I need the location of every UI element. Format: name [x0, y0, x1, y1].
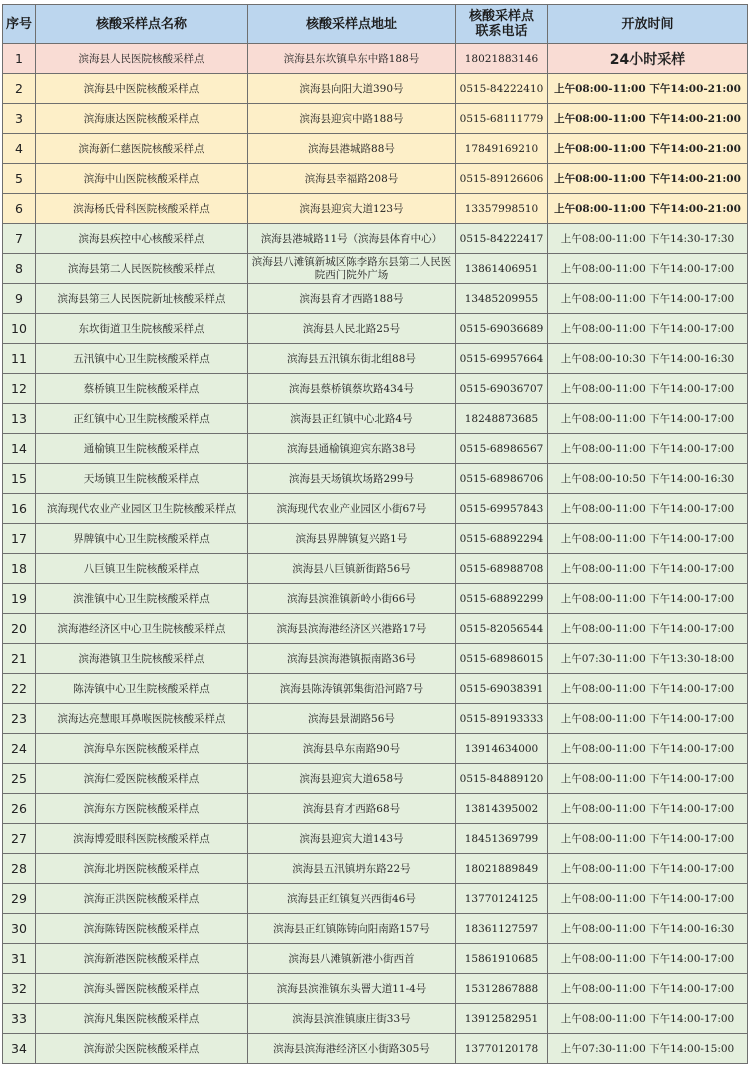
site-address: 滨海县五汛镇东街北组88号: [248, 344, 456, 374]
site-address: 滨海县港城路88号: [248, 134, 456, 164]
site-address: 滨海县港城路11号（滨海县体育中心）: [248, 224, 456, 254]
site-phone: 0515-82056544: [456, 614, 548, 644]
table-row: [3, 284, 748, 314]
row-index: 9: [3, 284, 36, 314]
site-phone: 0515-69036707: [456, 374, 548, 404]
row-index: 25: [3, 764, 36, 794]
site-name: 陈涛镇中心卫生院核酸采样点: [36, 674, 248, 704]
site-phone: 18361127597: [456, 914, 548, 944]
row-index: 33: [3, 1004, 36, 1034]
table-row: [3, 914, 748, 944]
sampling-sites-table: [2, 4, 748, 1064]
site-phone: 13357998510: [456, 194, 548, 224]
open-hours: 上午08:00-11:00 下午14:00-16:30: [548, 914, 748, 944]
site-address: 滨海县八巨镇新街路56号: [248, 554, 456, 584]
header-site-name: 核酸采样点名称: [36, 5, 248, 44]
row-index: 15: [3, 464, 36, 494]
row-index: 1: [3, 44, 36, 74]
site-name: 滨海现代农业产业园区卫生院核酸采样点: [36, 494, 248, 524]
header-open-hours: 开放时间: [548, 5, 748, 44]
row-index: 31: [3, 944, 36, 974]
site-address: 滨海县育才西路68号: [248, 794, 456, 824]
site-address: 滨海县景湖路56号: [248, 704, 456, 734]
site-name: 五汛镇中心卫生院核酸采样点: [36, 344, 248, 374]
site-address: 滨海县正红镇复兴西街46号: [248, 884, 456, 914]
site-name: 正红镇中心卫生院核酸采样点: [36, 404, 248, 434]
open-hours: 上午08:00-11:00 下午14:00-21:00: [548, 164, 748, 194]
site-address: 滨海县育才西路188号: [248, 284, 456, 314]
row-index: 5: [3, 164, 36, 194]
open-hours: 上午08:00-10:50 下午14:00-16:30: [548, 464, 748, 494]
table-row: [3, 554, 748, 584]
site-phone: 18021883146: [456, 44, 548, 74]
header-site-address: 核酸采样点地址: [248, 5, 456, 44]
site-name: 滨海头罾医院核酸采样点: [36, 974, 248, 1004]
row-index: 7: [3, 224, 36, 254]
site-phone: 15861910685: [456, 944, 548, 974]
site-address: 滨海县迎宾大道658号: [248, 764, 456, 794]
row-index: 16: [3, 494, 36, 524]
site-phone: 0515-84222410: [456, 74, 548, 104]
site-address: 滨海县八滩镇新港小街西首: [248, 944, 456, 974]
site-name: 滨淮镇中心卫生院核酸采样点: [36, 584, 248, 614]
table-row: [3, 674, 748, 704]
table-row: [3, 344, 748, 374]
site-phone: 0515-89193333: [456, 704, 548, 734]
row-index: 10: [3, 314, 36, 344]
open-hours: 上午08:00-11:00 下午14:00-17:00: [548, 404, 748, 434]
site-name: 滨海阜东医院核酸采样点: [36, 734, 248, 764]
open-hours: 上午07:30-11:00 下午13:30-18:00: [548, 644, 748, 674]
open-hours: 上午08:00-11:00 下午14:00-21:00: [548, 134, 748, 164]
open-hours: 上午08:00-11:00 下午14:00-17:00: [548, 674, 748, 704]
site-name: 滨海达亮慧眼耳鼻喉医院核酸采样点: [36, 704, 248, 734]
table-row: [3, 584, 748, 614]
site-phone: 0515-68986015: [456, 644, 548, 674]
open-hours: 上午08:00-11:00 下午14:00-17:00: [548, 854, 748, 884]
site-name: 滨海博爱眼科医院核酸采样点: [36, 824, 248, 854]
site-address: 滨海县天场镇坎场路299号: [248, 464, 456, 494]
table-row: [3, 614, 748, 644]
table-header: [3, 5, 748, 44]
site-phone: 0515-84222417: [456, 224, 548, 254]
site-address: 滨海县滨淮镇东头罾大道11-4号: [248, 974, 456, 1004]
row-index: 26: [3, 794, 36, 824]
open-hours: 上午08:00-11:00 下午14:00-21:00: [548, 194, 748, 224]
site-phone: 0515-68892299: [456, 584, 548, 614]
open-hours: 上午08:00-11:00 下午14:00-17:00: [548, 614, 748, 644]
site-phone: 0515-68986567: [456, 434, 548, 464]
row-index: 27: [3, 824, 36, 854]
open-hours: 上午08:00-11:00 下午14:00-17:00: [548, 494, 748, 524]
row-index: 20: [3, 614, 36, 644]
site-address: 滨海县迎宾中路188号: [248, 104, 456, 134]
site-address: 滨海县八滩镇新城区陈李路东县第二人民医院西门院外广场: [248, 254, 456, 284]
site-phone: 13770124125: [456, 884, 548, 914]
site-name: 滨海新仁慈医院核酸采样点: [36, 134, 248, 164]
table-row: [3, 224, 748, 254]
table-row: [3, 254, 748, 284]
row-index: 30: [3, 914, 36, 944]
site-address: 滨海县陈涛镇郭集街沿河路7号: [248, 674, 456, 704]
table-row: [3, 764, 748, 794]
open-hours: 上午08:00-11:00 下午14:00-17:00: [548, 434, 748, 464]
row-index: 28: [3, 854, 36, 884]
open-hours: 上午08:00-11:00 下午14:00-17:00: [548, 554, 748, 584]
header-contact-phone-line2: 联系电话: [475, 24, 528, 39]
row-index: 22: [3, 674, 36, 704]
open-hours: 上午08:00-11:00 下午14:00-21:00: [548, 104, 748, 134]
table-row: [3, 104, 748, 134]
table-row: [3, 884, 748, 914]
site-name: 滨海县第二人民医院核酸采样点: [36, 254, 248, 284]
site-phone: 13485209955: [456, 284, 548, 314]
table-row: [3, 794, 748, 824]
table-row: [3, 464, 748, 494]
site-phone: 0515-68988708: [456, 554, 548, 584]
site-address: 滨海县滨海港经济区兴港路17号: [248, 614, 456, 644]
open-hours: 上午08:00-11:00 下午14:00-17:00: [548, 704, 748, 734]
table-row: [3, 404, 748, 434]
site-phone: 0515-68111779: [456, 104, 548, 134]
row-index: 21: [3, 644, 36, 674]
site-phone: 15312867888: [456, 974, 548, 1004]
open-hours: 24小时采样: [548, 44, 748, 74]
row-index: 24: [3, 734, 36, 764]
row-index: 2: [3, 74, 36, 104]
site-address: 滨海现代农业产业园区小街67号: [248, 494, 456, 524]
site-address: 滨海县五汛镇坍东路22号: [248, 854, 456, 884]
header-row: [3, 5, 748, 44]
site-name: 滨海中山医院核酸采样点: [36, 164, 248, 194]
site-address: 滨海县蔡桥镇蔡坎路434号: [248, 374, 456, 404]
site-phone: 0515-69036689: [456, 314, 548, 344]
open-hours: 上午08:00-11:00 下午14:00-17:00: [548, 1004, 748, 1034]
open-hours: 上午08:00-11:00 下午14:00-17:00: [548, 824, 748, 854]
row-index: 3: [3, 104, 36, 134]
site-address: 滨海县滨海港经济区小街路305号: [248, 1034, 456, 1064]
site-name: 天场镇卫生院核酸采样点: [36, 464, 248, 494]
site-address: 滨海县阜东南路90号: [248, 734, 456, 764]
table-row: [3, 134, 748, 164]
table-row: [3, 824, 748, 854]
table-row: [3, 74, 748, 104]
site-phone: 13861406951: [456, 254, 548, 284]
open-hours: 上午07:30-11:00 下午14:00-15:00: [548, 1034, 748, 1064]
table-row: [3, 1004, 748, 1034]
table-row: [3, 644, 748, 674]
table-row: [3, 734, 748, 764]
open-hours: 上午08:00-11:00 下午14:00-17:00: [548, 944, 748, 974]
site-address: 滨海县滨淮镇康庄街33号: [248, 1004, 456, 1034]
table-body: [3, 44, 748, 1064]
open-hours: 上午08:00-11:00 下午14:00-17:00: [548, 974, 748, 1004]
row-index: 11: [3, 344, 36, 374]
site-name: 滨海东方医院核酸采样点: [36, 794, 248, 824]
site-address: 滨海县正红镇中心北路4号: [248, 404, 456, 434]
site-name: 滨海县人民医院核酸采样点: [36, 44, 248, 74]
site-phone: 0515-84889120: [456, 764, 548, 794]
site-name: 滨海县疾控中心核酸采样点: [36, 224, 248, 254]
table-row: [3, 704, 748, 734]
table-row: [3, 194, 748, 224]
site-name: 滨海正洪医院核酸采样点: [36, 884, 248, 914]
site-phone: 0515-69957664: [456, 344, 548, 374]
header-contact-phone-line1: 核酸采样点: [468, 9, 534, 24]
open-hours: 上午08:00-11:00 下午14:00-17:00: [548, 884, 748, 914]
site-address: 滨海县人民北路25号: [248, 314, 456, 344]
open-hours: 上午08:00-10:30 下午14:00-16:30: [548, 344, 748, 374]
site-phone: 0515-69038391: [456, 674, 548, 704]
open-hours: 上午08:00-11:00 下午14:00-17:00: [548, 314, 748, 344]
site-phone: 18021889849: [456, 854, 548, 884]
site-phone: 17849169210: [456, 134, 548, 164]
site-name: 蔡桥镇卫生院核酸采样点: [36, 374, 248, 404]
site-phone: 0515-89126606: [456, 164, 548, 194]
site-address: 滨海县东坎镇阜东中路188号: [248, 44, 456, 74]
site-phone: 0515-68986706: [456, 464, 548, 494]
site-address: 滨海县迎宾大道143号: [248, 824, 456, 854]
site-name: 滨海仁爱医院核酸采样点: [36, 764, 248, 794]
site-name: 滨海北坍医院核酸采样点: [36, 854, 248, 884]
open-hours: 上午08:00-11:00 下午14:00-17:00: [548, 734, 748, 764]
row-index: 34: [3, 1034, 36, 1064]
site-name: 滨海杨氏骨科医院核酸采样点: [36, 194, 248, 224]
table-row: [3, 524, 748, 554]
site-name: 滨海陈铸医院核酸采样点: [36, 914, 248, 944]
site-name: 滨海县中医院核酸采样点: [36, 74, 248, 104]
open-hours: 上午08:00-11:00 下午14:00-17:00: [548, 254, 748, 284]
open-hours: 上午08:00-11:00 下午14:00-17:00: [548, 284, 748, 314]
header-contact-phone: [456, 5, 548, 44]
site-name: 通榆镇卫生院核酸采样点: [36, 434, 248, 464]
row-index: 4: [3, 134, 36, 164]
table-row: [3, 314, 748, 344]
table-row: [3, 1034, 748, 1064]
row-index: 13: [3, 404, 36, 434]
site-address: 滨海县向阳大道390号: [248, 74, 456, 104]
row-index: 19: [3, 584, 36, 614]
site-phone: 18248873685: [456, 404, 548, 434]
site-name: 滨海港经济区中心卫生院核酸采样点: [36, 614, 248, 644]
site-phone: 13770120178: [456, 1034, 548, 1064]
site-address: 滨海县幸福路208号: [248, 164, 456, 194]
site-name: 八巨镇卫生院核酸采样点: [36, 554, 248, 584]
row-index: 29: [3, 884, 36, 914]
table-row: [3, 944, 748, 974]
site-phone: 0515-68892294: [456, 524, 548, 554]
site-name: 滨海港镇卫生院核酸采样点: [36, 644, 248, 674]
site-address: 滨海县正红镇陈铸向阳南路157号: [248, 914, 456, 944]
site-address: 滨海县滨淮镇新岭小街66号: [248, 584, 456, 614]
site-phone: 13914634000: [456, 734, 548, 764]
table-row: [3, 374, 748, 404]
site-name: 滨海凡集医院核酸采样点: [36, 1004, 248, 1034]
site-phone: 0515-69957843: [456, 494, 548, 524]
table-row: [3, 854, 748, 884]
open-hours: 上午08:00-11:00 下午14:00-17:00: [548, 794, 748, 824]
header-index: 序号: [3, 5, 36, 44]
row-index: 17: [3, 524, 36, 554]
site-address: 滨海县迎宾大道123号: [248, 194, 456, 224]
site-name: 滨海县第三人民医院新址核酸采样点: [36, 284, 248, 314]
table-row: [3, 44, 748, 74]
row-index: 18: [3, 554, 36, 584]
open-hours: 上午08:00-11:00 下午14:00-21:00: [548, 74, 748, 104]
site-address: 滨海县滨海港镇振南路36号: [248, 644, 456, 674]
table-row: [3, 974, 748, 1004]
site-name: 滨海淤尖医院核酸采样点: [36, 1034, 248, 1064]
table-row: [3, 164, 748, 194]
row-index: 12: [3, 374, 36, 404]
row-index: 8: [3, 254, 36, 284]
row-index: 6: [3, 194, 36, 224]
site-address: 滨海县界牌镇复兴路1号: [248, 524, 456, 554]
row-index: 14: [3, 434, 36, 464]
site-name: 界牌镇中心卫生院核酸采样点: [36, 524, 248, 554]
table-row: [3, 434, 748, 464]
open-hours: 上午08:00-11:00 下午14:00-17:00: [548, 764, 748, 794]
open-hours: 上午08:00-11:00 下午14:00-17:00: [548, 524, 748, 554]
site-name: 东坎街道卫生院核酸采样点: [36, 314, 248, 344]
site-phone: 13912582951: [456, 1004, 548, 1034]
site-name: 滨海康达医院核酸采样点: [36, 104, 248, 134]
site-name: 滨海新港医院核酸采样点: [36, 944, 248, 974]
open-hours: 上午08:00-11:00 下午14:00-17:00: [548, 584, 748, 614]
row-index: 23: [3, 704, 36, 734]
table-row: [3, 494, 748, 524]
site-phone: 13814395002: [456, 794, 548, 824]
site-address: 滨海县通榆镇迎宾东路38号: [248, 434, 456, 464]
site-phone: 18451369799: [456, 824, 548, 854]
open-hours: 上午08:00-11:00 下午14:30-17:30: [548, 224, 748, 254]
open-hours: 上午08:00-11:00 下午14:00-17:00: [548, 374, 748, 404]
row-index: 32: [3, 974, 36, 1004]
